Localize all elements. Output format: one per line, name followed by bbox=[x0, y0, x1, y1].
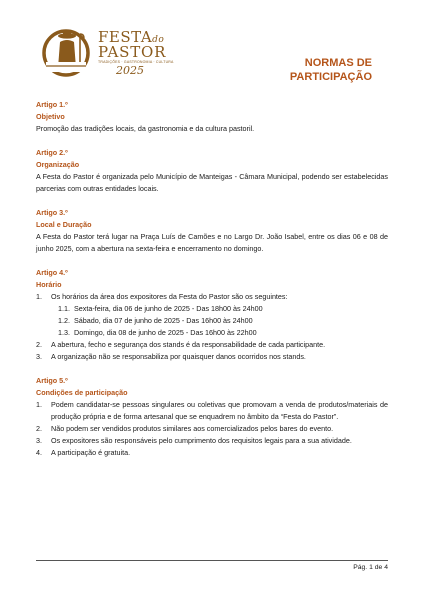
list-item bbox=[36, 447, 388, 459]
footer-divider bbox=[36, 560, 388, 561]
article-title: Condições de participação bbox=[36, 388, 128, 397]
sub-item-number: 1.2. bbox=[58, 316, 70, 325]
article-3 bbox=[36, 207, 388, 255]
article-title: Organização bbox=[36, 160, 80, 169]
logo-title-line2: PASTOR bbox=[98, 43, 167, 61]
list-item-text: A abertura, fecho e segurança dos stands é da responsabilidade de cada participante. bbox=[51, 340, 326, 349]
sub-item-text: Domingo, dia 08 de junho de 2025 - Das 16h00 às 22h00 bbox=[74, 328, 257, 337]
article-4 bbox=[36, 267, 388, 363]
document-title-line1: NORMAS DE bbox=[304, 57, 372, 69]
list-item-text: Não podem ser vendidos produtos similares aos comercializados pelos bares do evento. bbox=[51, 424, 334, 433]
logo-word-festa: FESTA bbox=[98, 28, 153, 46]
sub-item-number: 1.1. bbox=[58, 304, 70, 313]
document-body bbox=[36, 99, 388, 459]
sub-list-item bbox=[36, 303, 388, 315]
list-item-number: 2. bbox=[36, 424, 42, 433]
article-text: A Festa do Pastor terá lugar na Praça Luís de Camões e no Largo Dr. João Isabel, entre os dias 06 e 08 de junho 2025, com a abertura na sexta-feira e encerramento no domingo. bbox=[36, 232, 388, 253]
festa-do-pastor-logo bbox=[36, 26, 174, 78]
list-item bbox=[36, 423, 388, 435]
sub-list-item bbox=[36, 327, 388, 339]
list-item bbox=[36, 399, 388, 423]
article-title: Objetivo bbox=[36, 112, 65, 121]
article-number: Artigo 5.º bbox=[36, 376, 68, 385]
list-item-text: Os horários da área dos expositores da Festa do Pastor são os seguintes: bbox=[51, 292, 288, 301]
list-item-number: 2. bbox=[36, 340, 42, 349]
list-item bbox=[36, 435, 388, 447]
list-item-number: 4. bbox=[36, 448, 42, 457]
list-item-text: Os expositores são responsáveis pelo cumprimento dos requisitos legais para a sua atividade. bbox=[51, 436, 352, 445]
list-item-text: A participação é gratuita. bbox=[51, 448, 131, 457]
list-item-text: Podem candidatar-se pessoas singulares ou coletivas que promovam a venda de produtos/materiais de produção própria e de forma artesanal que se enquadrem no âmbito da “Festa do Pastor”. bbox=[51, 400, 388, 421]
article-title: Horário bbox=[36, 280, 62, 289]
page-number: Pág. 1 de 4 bbox=[353, 564, 388, 571]
article-1 bbox=[36, 99, 388, 135]
list-item-number: 3. bbox=[36, 436, 42, 445]
sub-item-number: 1.3. bbox=[58, 328, 70, 337]
list-item-number: 3. bbox=[36, 352, 42, 361]
logo-word-do: do bbox=[152, 35, 165, 45]
list-item-number: 1. bbox=[36, 292, 42, 301]
list-item-text: A organização não se responsabiliza por quaisquer danos ocorridos nos stands. bbox=[51, 352, 306, 361]
list-item bbox=[36, 351, 388, 363]
article-title: Local e Duração bbox=[36, 220, 92, 229]
article-number: Artigo 3.º bbox=[36, 208, 68, 217]
article-text: Promoção das tradições locais, da gastronomia e da cultura pastoril. bbox=[36, 124, 255, 133]
list-item-number: 1. bbox=[36, 400, 42, 409]
list-item bbox=[36, 291, 388, 303]
sub-item-text: Sexta-feira, dia 06 de junho de 2025 - Das 18h00 às 24h00 bbox=[74, 304, 263, 313]
article-number: Artigo 2.º bbox=[36, 148, 68, 157]
logo-year: 2025 bbox=[116, 64, 144, 77]
article-number: Artigo 1.º bbox=[36, 100, 68, 109]
article-text: A Festa do Pastor é organizada pelo Município de Manteigas - Câmara Municipal, podendo ser estabelecidas parcerias com outras entidades locais. bbox=[36, 172, 388, 193]
document-title bbox=[290, 56, 372, 84]
sub-item-text: Sábado, dia 07 de junho de 2025 - Das 16h00 às 24h00 bbox=[74, 316, 253, 325]
article-number: Artigo 4.º bbox=[36, 268, 68, 277]
sub-list-item bbox=[36, 315, 388, 327]
shepherd-icon bbox=[36, 26, 96, 78]
logo-subtitle: TRADIÇÕES · GASTRONOMIA · CULTURA bbox=[98, 60, 174, 64]
list-item bbox=[36, 339, 388, 351]
article-2 bbox=[36, 147, 388, 195]
article-5 bbox=[36, 375, 388, 459]
document-title-line2: PARTICIPAÇÃO bbox=[289, 71, 372, 83]
